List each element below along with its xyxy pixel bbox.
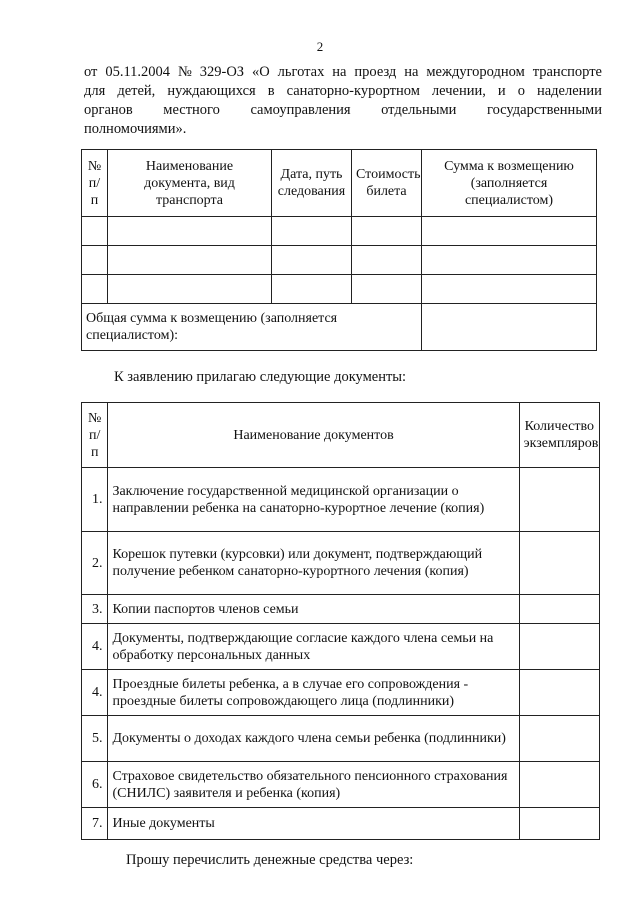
intro-word: проезд	[354, 64, 397, 80]
row-number: 4.	[82, 670, 108, 716]
table-cell[interactable]	[352, 246, 422, 275]
document-name: Корешок путевки (курсовки) или документ, подтверждающий получение ребенком санаторно-курортного лечения (копия)	[108, 532, 519, 595]
table-cell[interactable]	[352, 217, 422, 246]
expenses-table	[81, 149, 597, 351]
table-row	[82, 217, 597, 246]
document-name: Документы, подтверждающие согласие каждого члена семьи на обработку персональных данных	[108, 624, 519, 670]
intro-word: о	[517, 83, 525, 99]
intro-word: льготах	[277, 64, 325, 80]
row-number: 5.	[82, 716, 108, 762]
copies-cell[interactable]	[519, 595, 599, 624]
intro-line	[84, 63, 602, 82]
table-cell[interactable]	[422, 246, 597, 275]
intro-line	[84, 101, 602, 120]
column-header-date-route: Дата, путь следования	[272, 150, 352, 217]
intro-word: отдельными	[381, 102, 457, 118]
table-row	[82, 762, 600, 808]
table-row	[82, 532, 600, 595]
attachments-table-header	[82, 403, 600, 468]
expenses-table-header	[82, 150, 597, 217]
intro-word: наделении	[536, 83, 602, 99]
intro-word: от	[84, 64, 98, 80]
intro-word: в	[267, 83, 275, 99]
intro-word: лечении,	[431, 83, 486, 99]
table-cell[interactable]	[82, 275, 108, 304]
table-cell[interactable]	[82, 246, 108, 275]
intro-word: на	[404, 64, 419, 80]
intro-word: и	[497, 83, 506, 99]
intro-word: санаторно-курортном	[286, 83, 420, 99]
intro-word: самоуправления	[250, 102, 351, 118]
intro-word: местного	[163, 102, 220, 118]
document-name: Иные документы	[108, 808, 519, 840]
table-cell[interactable]	[82, 217, 108, 246]
intro-word: №	[177, 64, 192, 80]
intro-word: «О	[251, 64, 270, 80]
intro-word: транспорте	[532, 64, 602, 80]
table-row	[82, 595, 600, 624]
table-row	[82, 808, 600, 840]
table-cell[interactable]	[108, 246, 272, 275]
intro-word: государственными	[486, 102, 602, 118]
total-row	[82, 304, 597, 351]
document-name: Страховое свидетельство обязательного пенсионного страхования (СНИЛС) заявителя и ребенка (копия)	[108, 762, 519, 808]
payment-request-text: Прошу перечислить денежные средства через:	[126, 852, 414, 868]
intro-word: 329-ОЗ	[199, 64, 245, 80]
copies-cell[interactable]	[519, 670, 599, 716]
document-name: Проездные билеты ребенка, а в случае его сопровождения - проездные билеты сопровождающего лица (подлинники)	[108, 670, 519, 716]
intro-word: полномочиями».	[84, 121, 187, 137]
intro-word: нуждающихся	[167, 83, 256, 99]
intro-line	[84, 120, 602, 139]
table-cell[interactable]	[352, 275, 422, 304]
row-number: 7.	[82, 808, 108, 840]
intro-line	[84, 82, 602, 101]
table-cell[interactable]	[272, 275, 352, 304]
row-number: 6.	[82, 762, 108, 808]
table-row	[82, 624, 600, 670]
row-number: 1.	[82, 468, 108, 532]
intro-word: органов	[84, 102, 133, 118]
table-cell[interactable]	[422, 275, 597, 304]
table-cell[interactable]	[272, 217, 352, 246]
copies-cell[interactable]	[519, 808, 599, 840]
document-name: Заключение государственной медицинской организации о направлении ребенка на санаторно-курортное лечение (копия)	[108, 468, 519, 532]
copies-cell[interactable]	[519, 762, 599, 808]
intro-word: 05.11.2004	[105, 64, 171, 80]
intro-paragraph	[84, 63, 602, 139]
attachments-caption: К заявлению прилагаю следующие документы:	[114, 369, 407, 385]
copies-cell[interactable]	[519, 468, 599, 532]
total-label: Общая сумма к возмещению (заполняется специалистом):	[82, 304, 422, 351]
copies-cell[interactable]	[519, 624, 599, 670]
column-header-documents: Наименование документов	[108, 403, 519, 468]
page-number: 2	[316, 39, 324, 54]
row-number: 3.	[82, 595, 108, 624]
copies-cell[interactable]	[519, 532, 599, 595]
document-name: Документы о доходах каждого члена семьи ребенка (подлинники)	[108, 716, 519, 762]
attachments-table	[81, 402, 600, 840]
row-number: 2.	[82, 532, 108, 595]
intro-word: детей,	[117, 83, 156, 99]
row-number: 4.	[82, 624, 108, 670]
column-header-document: Наименование документа, вид транспорта	[108, 150, 272, 217]
column-header-number: № п/п	[82, 403, 108, 468]
intro-word: для	[84, 83, 106, 99]
table-cell[interactable]	[108, 275, 272, 304]
table-row	[82, 275, 597, 304]
column-header-number: № п/п	[82, 150, 108, 217]
intro-word: междугородном	[426, 64, 525, 80]
copies-cell[interactable]	[519, 716, 599, 762]
total-amount-cell[interactable]	[422, 304, 597, 351]
document-name: Копии паспортов членов семьи	[108, 595, 519, 624]
column-header-ticket-cost: Стоимость билета	[352, 150, 422, 217]
intro-word: на	[332, 64, 347, 80]
table-cell[interactable]	[422, 217, 597, 246]
table-row	[82, 246, 597, 275]
table-row	[82, 468, 600, 532]
column-header-copies: Количество экземпляров	[519, 403, 599, 468]
table-row	[82, 716, 600, 762]
table-row	[82, 670, 600, 716]
column-header-refund-amount: Сумма к возмещению (заполняется специалистом)	[422, 150, 597, 217]
table-cell[interactable]	[272, 246, 352, 275]
table-cell[interactable]	[108, 217, 272, 246]
